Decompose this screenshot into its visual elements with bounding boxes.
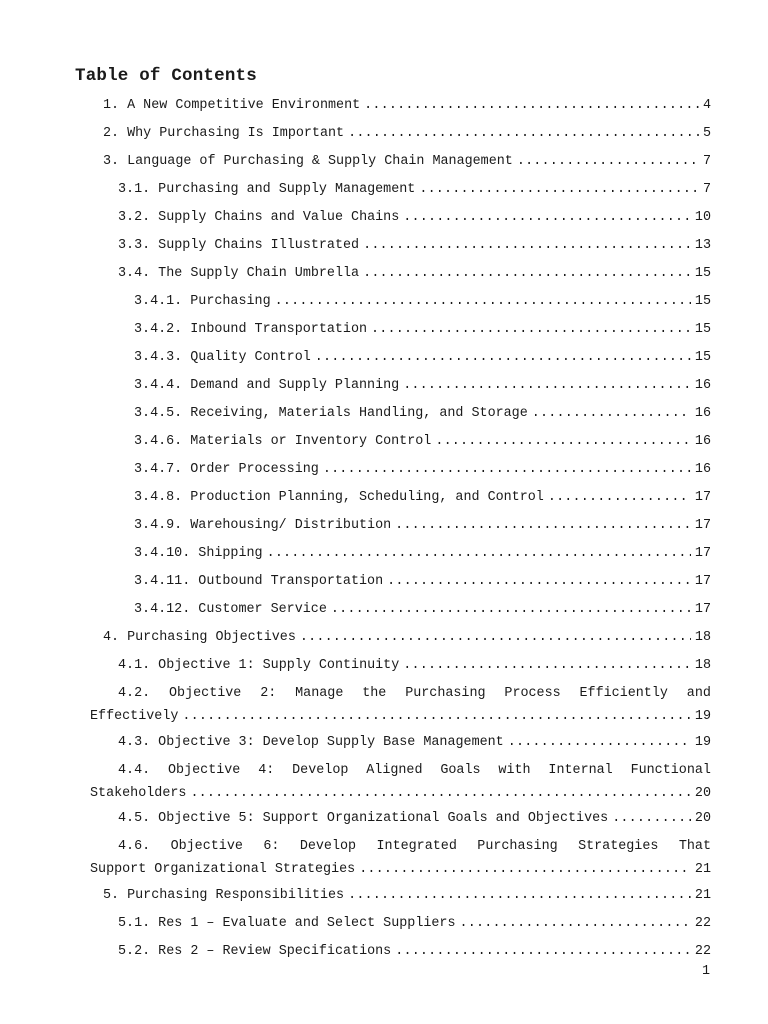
leader-dots — [508, 731, 691, 754]
toc-entry-page: 17 — [694, 490, 711, 505]
leader-dots — [331, 598, 691, 621]
leader-dots — [403, 654, 691, 677]
leader-dots — [315, 346, 691, 369]
toc-entry-text: 3.4.8. Production Planning, Scheduling, and Control — [134, 490, 544, 505]
toc-entry-page: 7 — [702, 182, 711, 197]
toc-entry-word: Objective — [169, 686, 242, 701]
toc-entry-page: 18 — [694, 658, 711, 673]
toc-entry-word: Objective — [168, 763, 241, 778]
toc-entry-page: 16 — [694, 434, 711, 449]
toc-entry[interactable] — [103, 150, 711, 173]
toc-entry-text: 3.2. Supply Chains and Value Chains — [118, 210, 400, 225]
toc-entry-word: 4.6. — [118, 839, 151, 854]
toc-entry-page: 7 — [702, 154, 711, 169]
toc-entry[interactable] — [118, 940, 711, 963]
toc-entry-page: 19 — [694, 735, 711, 750]
toc-entry-line — [118, 835, 711, 858]
toc-entry-word: Goals — [440, 763, 481, 778]
toc-entry-text: 3.4.2. Inbound Transportation — [134, 322, 368, 337]
toc-entry-word: Purchasing — [477, 839, 558, 854]
toc-entry-word: Strategies — [578, 839, 659, 854]
toc-entry-page: 16 — [694, 406, 711, 421]
leader-dots — [348, 122, 699, 145]
toc-entry-word: That — [678, 839, 711, 854]
toc-entry[interactable] — [134, 486, 711, 509]
toc-entry-text: Support Organizational Strategies — [90, 862, 356, 877]
leader-dots — [359, 858, 691, 881]
toc-entry-word: Aligned — [366, 763, 423, 778]
toc-entry[interactable] — [134, 598, 711, 621]
toc-entry-text: 2. Why Purchasing Is Important — [103, 126, 345, 141]
toc-entry[interactable] — [118, 807, 711, 830]
toc-entry-text: 3. Language of Purchasing & Supply Chain Management — [103, 154, 513, 169]
toc-entry-word: Efficiently — [579, 686, 668, 701]
toc-entry-word: 2: — [260, 686, 277, 701]
leader-dots — [348, 884, 691, 907]
toc-entry-text: 5. Purchasing Responsibilities — [103, 888, 345, 903]
toc-entry-text: 3.4.10. Shipping — [134, 546, 263, 561]
toc-entry-word: Objective — [170, 839, 243, 854]
toc-entry-page: 18 — [694, 630, 711, 645]
toc-entry[interactable] — [103, 122, 711, 145]
toc-entry-word: with — [498, 763, 531, 778]
toc-entry-page: 20 — [694, 811, 711, 826]
toc-entry-text: Stakeholders — [90, 786, 187, 801]
toc-entry-word: 6: — [263, 839, 280, 854]
toc-entry-text: 4.1. Objective 1: Supply Continuity — [118, 658, 400, 673]
page-number: 1 — [701, 964, 710, 979]
toc-entry-word: 4: — [258, 763, 275, 778]
leader-dots — [267, 542, 691, 565]
toc-entry-text: 4.5. Objective 5: Support Organizational Goals and Objectives — [118, 811, 609, 826]
toc-entry[interactable] — [103, 626, 711, 649]
leader-dots — [460, 912, 691, 935]
toc-entry-page: 17 — [694, 546, 711, 561]
toc-entry-word: 4.4. — [118, 763, 151, 778]
leader-dots — [395, 514, 691, 537]
toc-entry-word: Develop — [292, 763, 349, 778]
leader-dots — [364, 94, 699, 117]
toc-entry-text: 3.3. Supply Chains Illustrated — [118, 238, 360, 253]
toc-entry-page: 20 — [694, 786, 711, 801]
toc-entry-word: Manage — [295, 686, 344, 701]
toc-entry[interactable] — [134, 346, 711, 369]
toc-entry-line — [118, 759, 711, 782]
toc-entry-word: Internal — [548, 763, 613, 778]
toc-entry-page: 16 — [694, 378, 711, 393]
toc-entry-page: 15 — [694, 350, 711, 365]
toc-entry[interactable] — [90, 682, 711, 728]
toc-entry[interactable] — [134, 514, 711, 537]
toc-entry-word: and — [686, 686, 711, 701]
leader-dots — [419, 178, 699, 201]
toc-entry-word: Purchasing — [405, 686, 486, 701]
leader-dots — [323, 458, 691, 481]
toc-entry[interactable] — [134, 542, 711, 565]
toc-entry-text: Effectively — [90, 709, 179, 724]
toc-entry-text: 5.2. Res 2 – Review Specifications — [118, 944, 392, 959]
toc-entry[interactable] — [134, 458, 711, 481]
toc-entry[interactable] — [134, 318, 711, 341]
toc-entry-page: 16 — [694, 462, 711, 477]
toc-entry-text: 3.4.7. Order Processing — [134, 462, 319, 477]
toc-entry-text: 3.1. Purchasing and Supply Management — [118, 182, 416, 197]
toc-entry[interactable] — [118, 234, 711, 257]
toc-entry-page: 13 — [694, 238, 711, 253]
toc-entry-page: 4 — [702, 98, 711, 113]
toc-entry-text: 3.4.4. Demand and Supply Planning — [134, 378, 400, 393]
toc-entry[interactable] — [118, 206, 711, 229]
toc-entry-word: Functional — [630, 763, 711, 778]
toc-entry-word: Integrated — [376, 839, 457, 854]
toc-entry[interactable] — [118, 654, 711, 677]
toc-entry-page: 22 — [694, 916, 711, 931]
toc-entry-page: 19 — [694, 709, 711, 724]
toc-entry-page: 17 — [694, 518, 711, 533]
toc-entry-page: 21 — [694, 888, 711, 903]
toc-entry-word: the — [362, 686, 387, 701]
toc-entry-text: 4. Purchasing Objectives — [103, 630, 296, 645]
toc-entry-text: 3.4. The Supply Chain Umbrella — [118, 266, 360, 281]
toc-entry-text: 5.1. Res 1 – Evaluate and Select Suppliers — [118, 916, 456, 931]
leader-dots — [548, 486, 691, 509]
toc-entry-word: Develop — [299, 839, 357, 854]
leader-dots — [403, 374, 691, 397]
toc-entry[interactable] — [118, 262, 711, 285]
toc-entry[interactable] — [134, 430, 711, 453]
toc-entry[interactable] — [90, 759, 711, 805]
toc-entry-page: 17 — [694, 602, 711, 617]
toc-entry-page: 5 — [702, 126, 711, 141]
toc-entry[interactable] — [134, 290, 711, 313]
leader-dots — [517, 150, 699, 173]
leader-dots — [387, 570, 691, 593]
leader-dots — [363, 234, 691, 257]
toc-entry[interactable] — [103, 94, 711, 117]
leader-dots — [363, 262, 691, 285]
toc-entry-text: 3.4.11. Outbound Transportation — [134, 574, 384, 589]
toc-entry-page: 22 — [694, 944, 711, 959]
leader-dots — [182, 705, 691, 728]
leader-dots — [532, 402, 691, 425]
leader-dots — [435, 430, 691, 453]
leader-dots — [395, 940, 691, 963]
toc-entry-page: 21 — [694, 862, 711, 877]
toc-entry-text: 3.4.3. Quality Control — [134, 350, 311, 365]
toc-entry[interactable] — [118, 178, 711, 201]
toc-entry-page: 15 — [694, 322, 711, 337]
toc-entry[interactable] — [118, 731, 711, 754]
toc-entry-text: 3.4.12. Customer Service — [134, 602, 327, 617]
toc-entry[interactable] — [118, 912, 711, 935]
leader-dots — [612, 807, 691, 830]
toc-title: Table of Contents — [75, 66, 257, 86]
toc-entry-text: 3.4.5. Receiving, Materials Handling, and Storage — [134, 406, 528, 421]
toc-entry-page: 15 — [694, 266, 711, 281]
toc-entry-page: 10 — [694, 210, 711, 225]
leader-dots — [403, 206, 691, 229]
toc-entry[interactable] — [134, 570, 711, 593]
toc-entry-page: 15 — [694, 294, 711, 309]
toc-entry-page: 17 — [694, 574, 711, 589]
leader-dots — [275, 290, 691, 313]
toc-entry[interactable] — [103, 884, 711, 907]
toc-entry-word: 4.2. — [118, 686, 151, 701]
toc-entry[interactable] — [134, 402, 711, 425]
toc-entry[interactable] — [134, 374, 711, 397]
leader-dots — [371, 318, 691, 341]
toc-entry-word: Process — [504, 686, 561, 701]
leader-dots — [300, 626, 691, 649]
toc-entry[interactable] — [90, 835, 711, 881]
toc-entry-text: 3.4.9. Warehousing/ Distribution — [134, 518, 392, 533]
toc-entry-text: 3.4.1. Purchasing — [134, 294, 271, 309]
toc-entry-text: 4.3. Objective 3: Develop Supply Base Management — [118, 735, 504, 750]
toc-entry-text: 3.4.6. Materials or Inventory Control — [134, 434, 432, 449]
toc-entry-text: 1. A New Competitive Environment — [103, 98, 361, 113]
toc-entry-line — [118, 682, 711, 705]
leader-dots — [190, 782, 690, 805]
